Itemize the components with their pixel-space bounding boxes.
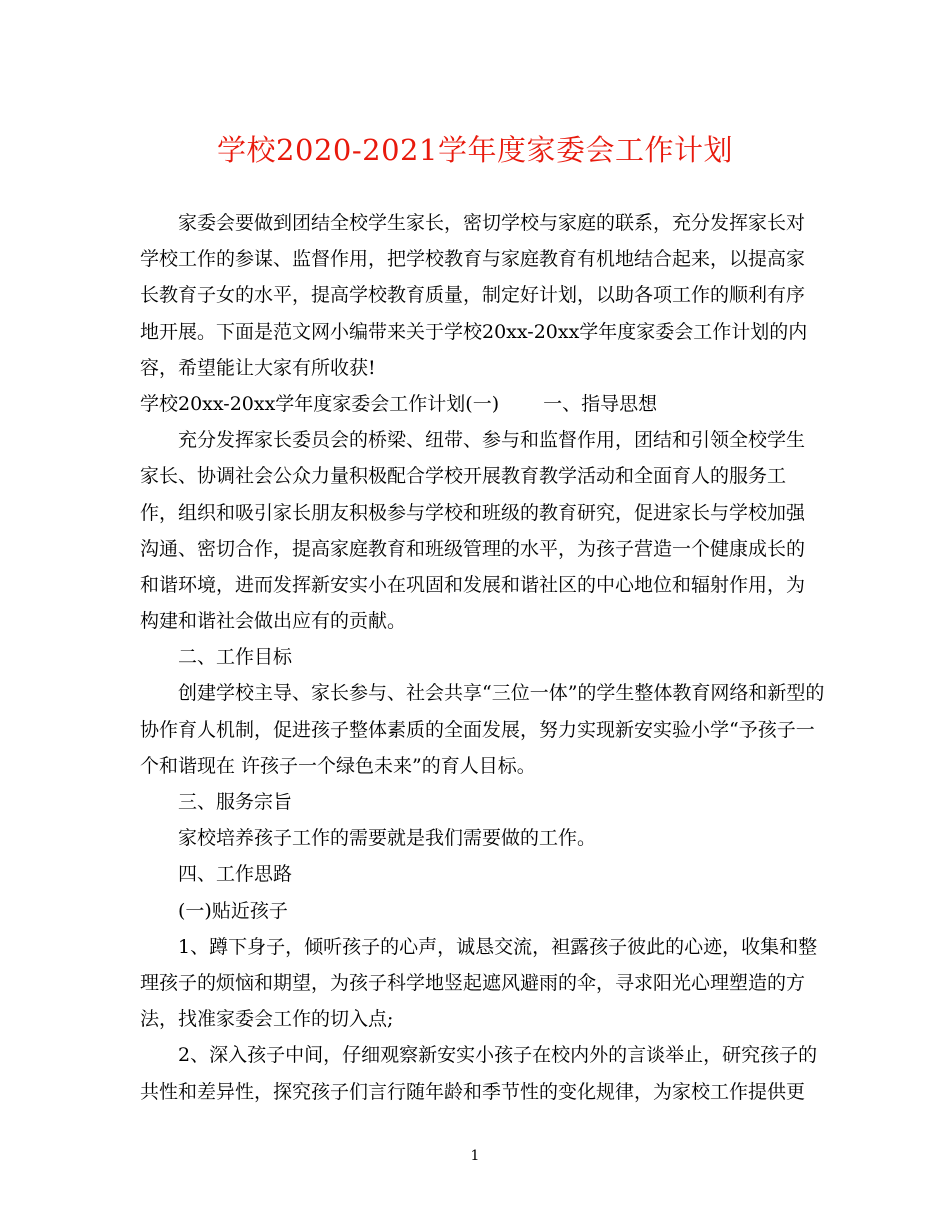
subsection-heading: (一)贴近孩子 bbox=[178, 899, 288, 922]
text-line: 法，找准家委会工作的切入点; bbox=[140, 1008, 394, 1031]
text-line: 作，组织和吸引家长朋友积极参与学校和班级的教育研究，促进家长与学校加强 bbox=[140, 501, 806, 524]
text-line: 1、蹲下身子，倾听孩子的心声，诚恳交流，袒露孩子彼此的心迹，收集和整 bbox=[178, 935, 818, 958]
text-line: 构建和谐社会做出应有的贡献。 bbox=[140, 610, 407, 633]
text-line: 2、深入孩子中间，仔细观察新安实小孩子在校内外的言谈举止，研究孩子的 bbox=[178, 1044, 818, 1067]
text-line: 和谐环境，进而发挥新安实小在巩固和发展和谐社区的中心地位和辐射作用，为 bbox=[140, 573, 806, 596]
text-line: 长教育子女的水平，提高学校教育质量，制定好计划，以助各项工作的顺利有序 bbox=[140, 284, 806, 307]
section-heading: 三、服务宗旨 bbox=[178, 791, 293, 813]
text-line: 创建学校主导、家长参与、社会共享“三位一体”的学生整体教育网络和新型的 bbox=[178, 682, 825, 705]
section-subtitle: 学校20xx-20xx学年度家委会工作计划(一) bbox=[140, 392, 500, 415]
page-number: 1 bbox=[470, 1148, 480, 1164]
text-line: 协作育人机制，促进孩子整体素质的全面发展，努力实现新安实验小学“予孩子一 bbox=[140, 718, 815, 741]
text-line: 学校工作的参谋、监督作用，把学校教育与家庭教育有机地结合起来，以提高家 bbox=[140, 248, 806, 271]
text-line: 沟通、密切合作，提高家庭教育和班级管理的水平，为孩子营造一个健康成长的 bbox=[140, 537, 806, 560]
text-line: 家长、协调社会公众力量积极配合学校开展教育教学活动和全面育人的服务工 bbox=[140, 465, 787, 488]
text-line: 个和谐现在 许孩子一个绿色未来”的育人目标。 bbox=[140, 754, 536, 777]
text-line: 共性和差异性，探究孩子们言行随年龄和季节性的变化规律，为家校工作提供更 bbox=[140, 1080, 806, 1103]
document-title: 学校2020-2021学年度家委会工作计划 bbox=[217, 133, 733, 167]
section-heading: 四、工作思路 bbox=[178, 863, 293, 886]
text-line: 容，希望能让大家有所收获! bbox=[140, 356, 376, 379]
document-body bbox=[140, 205, 825, 1110]
text-line: 地开展。下面是范文网小编带来关于学校20xx-20xx学年度家委会工作计划的内 bbox=[140, 320, 808, 343]
text-line: 理孩子的烦恼和期望，为孩子科学地竖起遮风避雨的伞，寻求阳光心理塑造的方 bbox=[140, 971, 806, 994]
text-line: 家委会要做到团结全校学生家长，密切学校与家庭的联系，充分发挥家长对 bbox=[178, 212, 806, 234]
section-heading: 二、工作目标 bbox=[178, 646, 293, 669]
text-line: 充分发挥家长委员会的桥梁、纽带、参与和监督作用，团结和引领全校学生 bbox=[178, 429, 806, 452]
text-line bbox=[140, 386, 820, 422]
text-line: 家校培养孩子工作的需要就是我们需要做的工作。 bbox=[178, 827, 597, 850]
section-heading: 一、指导思想 bbox=[543, 392, 658, 415]
